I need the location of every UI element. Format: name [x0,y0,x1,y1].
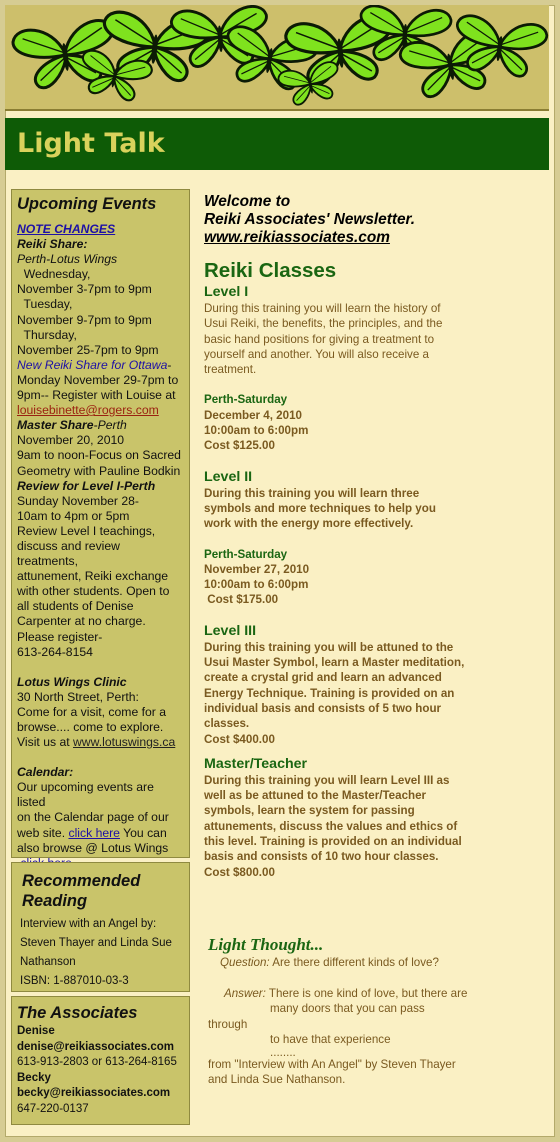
reiki-share-heading: Reiki Share: [17,237,88,252]
level-2-heading: Level II [204,468,253,485]
welcome-line-1: Welcome to [204,193,291,210]
associates-box [11,996,190,1125]
event-day-2: Tuesday, [17,297,73,312]
review-line-4: discuss and review treatments, [17,538,120,569]
answer-line-3: to have that experience [270,1033,391,1046]
level-2-location: Perth-Saturday [204,547,288,561]
level-2-date: November 27, 2010 [204,562,310,576]
clinic-line-2: Come for a visit, come for a [17,704,167,719]
question-label: Question: [220,956,270,969]
review-phone: 613-264-8154 [17,644,93,659]
event-day-3: Thursday, [17,327,77,342]
review-line-8: Carpenter at no charge. [17,614,146,629]
level-1-description: During this training you will learn the history of Usui Reiki, the benefits, the principles, and the basic hand positions for giving a treatment to yourself and another. You will also receive a treatment. [204,302,443,377]
ottawa-line-2: 9pm-- Register with Louise at [17,388,176,403]
calendar-heading: Calendar: [17,765,74,780]
master-share-heading: Master Share [17,418,94,433]
calendar-line-3: web site. [17,825,69,840]
calendar-line-4: also browse @ Lotus Wings [17,840,169,855]
level-1-time: 10:00am to 6:00pm [204,424,309,438]
associate-name-2: Becky [17,1071,51,1084]
level-1-cost: Cost $125.00 [204,439,275,453]
recommended-reading-box [11,862,190,992]
upcoming-events-heading: Upcoming Events [17,195,157,213]
level-1-heading: Level I [204,284,249,300]
perth-lotus-label: Perth-Lotus Wings [17,252,118,267]
clinic-line-3: browse.... come to explore. [17,720,164,734]
butterfly-icon-group [5,5,549,109]
event-date-3: November 25-7pm to 9pm [17,342,159,357]
clinic-line-4: Visit us at [17,735,73,750]
answer-line-2: many doors that you can pass through [208,1002,425,1031]
master-share-location: -Perth [93,418,127,433]
clinic-heading: Lotus Wings Clinic [17,674,127,689]
master-share-date: November 20, 2010 [17,433,125,448]
level-2-time: 10:00am to 6:00pm [204,578,309,592]
review-line-2: 10am to 4pm or 5pm [17,508,130,523]
page-title: Light Talk [17,128,165,159]
master-share-line-2: Geometry with Pauline Bodkin [17,463,181,478]
level-1-location: Perth-Saturday [204,393,288,407]
lotuswings-link[interactable]: www.lotuswings.ca [73,735,176,750]
associates-heading: The Associates [17,1004,138,1022]
louise-email-link[interactable]: louisebinette@rogers.com [17,403,159,418]
note-changes-link[interactable]: NOTE CHANGES [17,222,116,236]
answer-label: Answer: [224,986,266,1000]
dash: - [167,357,172,372]
level-3-description: During this training you will be attuned to the Usui Master Symbol, learn a Master meditation, create a crystal grid and learn an advanced Energy Technique. Training is provided on an individual basis and consists of 5 two hour classes. [204,640,465,731]
ottawa-share-label: New Reiki Share for Ottawa [17,357,168,372]
thought-source: from "Interview with An Angel" by Steven Thayer and Linda Sue Nathanson. [208,1057,456,1086]
review-line-5: attunement, Reiki exchange [17,569,169,584]
event-day-1: Wednesday, [17,267,91,282]
master-teacher-heading: Master/Teacher [204,755,308,772]
reading-line-1: Interview with an Angel by: [20,918,157,930]
recommended-reading-heading: Recommended Reading [22,872,141,910]
butterfly-banner [5,5,549,111]
calendar-click-here-link[interactable]: click here [68,825,120,840]
level-2-cost: Cost $175.00 [204,593,279,607]
review-line-7: all students of Denise [17,599,134,614]
level-3-heading: Level III [204,622,257,639]
associate-phone-1: 613-913-2803 or 613-264-8165 [17,1056,177,1068]
main-content [204,193,549,880]
ottawa-line-1: Monday November 29-7pm to [17,372,179,387]
website-link[interactable]: www.reikiassociates.com [204,229,390,246]
reading-isbn: ISBN: 1-887010-03-3 [20,975,129,987]
master-teacher-description: During this training you will learn Level III as well as be attuned to the Master/Teacher symbols, learn the system for passing attunements, discuss the values and ethics of this level. Training is provided on an individual basis and consists of 10 two hour classes. [204,773,462,864]
question-text: Are there different kinds of love? [269,956,439,969]
level-1-date: December 4, 2010 [204,408,302,422]
event-date-2: November 9-7pm to 9pm [17,312,152,327]
clinic-line-1: 30 North Street, Perth: [17,689,139,704]
welcome-line-2: Reiki Associates' Newsletter. [204,211,415,228]
master-teacher-cost: Cost $800.00 [204,865,275,879]
reading-line-2: Steven Thayer and Linda Sue [20,937,172,949]
calendar-line-2: on the Calendar page of our [17,810,169,825]
answer-text: There is one kind of love, but there are [265,986,468,1000]
title-bar [5,118,549,170]
level-2-description: During this training you will learn three symbols and more techniques to help you work with the energy more effectively. [204,486,436,531]
review-line-3: Review Level I teachings, [17,523,156,538]
light-thought-heading: Light Thought... [208,935,324,954]
associate-name-1: Denise [17,1025,55,1037]
associate-email-1: denise@reikiassociates.com [17,1040,174,1053]
answer-dots: ........ [270,1045,296,1059]
review-line-1: Sunday November 28- [17,493,139,508]
review-line-9: Please register- [17,629,103,644]
reiki-classes-heading: Reiki Classes [204,259,337,282]
upcoming-events-box [11,189,190,858]
review-heading: Review for Level I-Perth [17,478,156,493]
master-share-line-1: 9am to noon-Focus on Sacred [17,448,181,463]
calendar-line-1: Our upcoming events are listed [17,780,154,810]
review-line-6: with other students. Open to [17,584,170,599]
associate-email-2: becky@reikiassociates.com [17,1087,171,1099]
calendar-line-3b: You can [119,825,167,840]
event-date-1: November 3-7pm to 9pm [17,282,152,297]
light-thought-section [208,935,538,1088]
level-3-cost: Cost $400.00 [204,732,275,746]
reading-line-3: Nathanson [20,956,76,968]
associate-phone-2: 647-220-0137 [17,1102,89,1115]
